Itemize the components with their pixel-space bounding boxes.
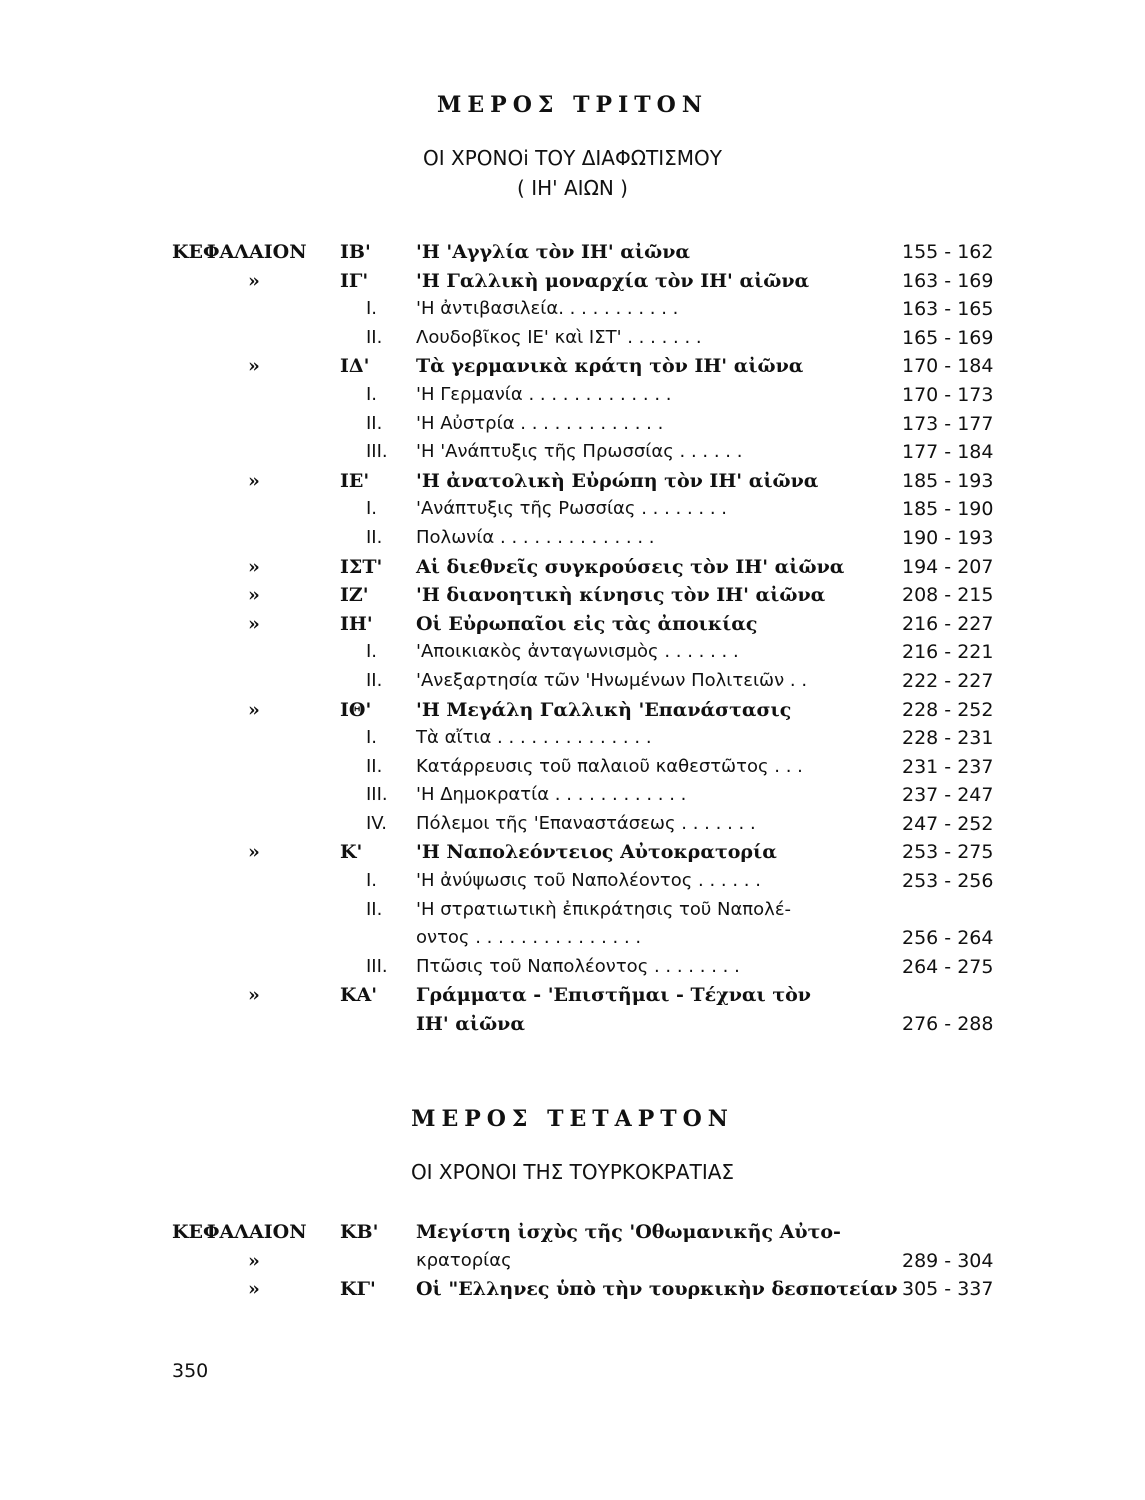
toc-entry-pages: 253 - 256 (902, 870, 994, 893)
toc-entry-title: 'Η στρατιωτικὴ ἐπικράτησις τοῦ Ναπολέ- (416, 898, 792, 920)
toc-entry-number: ΙΖ' (340, 584, 369, 607)
toc-entry-pages: 190 - 193 (902, 526, 994, 549)
toc-entry-label: » (248, 841, 260, 864)
toc-entry-pages: 170 - 184 (902, 355, 994, 378)
toc-entry-title: Κατάρρευσις τοῦ παλαιοῦ καθεστῶτος . . . (416, 755, 803, 777)
toc-entry-pages: 163 - 169 (902, 269, 994, 292)
part-four-title: ΜΕΡΟΣ ΤΕΤΑΡΤΟΝ (411, 1106, 734, 1132)
toc-entry-pages: 185 - 193 (902, 469, 994, 492)
toc-entry-pages: 208 - 215 (902, 584, 994, 607)
toc-entry-number: ΙΙ. (366, 526, 383, 548)
toc-entry (0, 610, 1145, 639)
toc-entry-number: ΙΙΙ. (366, 441, 388, 463)
toc-entry-pages: 231 - 237 (902, 755, 994, 778)
toc-entry-number: Ι. (366, 383, 378, 405)
toc-entry-title: ΙΗ' αἰῶνα (416, 1013, 525, 1036)
toc-entry-pages: 253 - 275 (902, 841, 994, 864)
toc-entry-pages: 170 - 173 (902, 383, 994, 406)
toc-entry (0, 524, 1145, 553)
toc-entry-number: ΙΙΙ. (366, 955, 388, 977)
toc-entry-title: Τὰ γερμανικὰ κράτη τὸν ΙΗ' αἰῶνα (416, 355, 804, 378)
toc-entry (0, 410, 1145, 439)
toc-entry-title: 'Η διανοητικὴ κίνησις τὸν ΙΗ' αἰῶνα (416, 584, 826, 607)
toc-entry-pages: 177 - 184 (902, 441, 994, 464)
toc-entry-title: 'Η Δημοκρατία . . . . . . . . . . . . (416, 784, 687, 806)
toc-entry-number: Ι. (366, 298, 378, 320)
toc-entry-label: » (248, 1278, 260, 1301)
toc-entry (0, 267, 1145, 296)
toc-entry-number: ΙΙ. (366, 669, 383, 691)
toc-entry (0, 581, 1145, 610)
part-four-contents (0, 1218, 1145, 1304)
toc-entry-title: 'Η ἀντιβασιλεία. . . . . . . . . . . (416, 298, 679, 320)
toc-entry (0, 295, 1145, 324)
toc-entry (0, 238, 1145, 267)
toc-entry-label: » (248, 355, 260, 378)
toc-entry (0, 1218, 1145, 1247)
toc-entry (0, 352, 1145, 381)
toc-entry-number: ΙΙ. (366, 326, 383, 348)
toc-entry-number: Ι. (366, 498, 378, 520)
toc-entry-pages: 185 - 190 (902, 498, 994, 521)
page-number: 350 (172, 1360, 209, 1382)
toc-entry-label: » (248, 269, 260, 292)
toc-entry-number: IV. (366, 812, 388, 834)
toc-entry (0, 381, 1145, 410)
toc-entry (0, 867, 1145, 896)
toc-entry (0, 638, 1145, 667)
toc-entry-pages: 237 - 247 (902, 784, 994, 807)
toc-entry (0, 924, 1145, 953)
toc-entry-number: Ι. (366, 727, 378, 749)
toc-entry-title: 'Η Γερμανία . . . . . . . . . . . . . (416, 383, 672, 405)
toc-entry-title: Οἱ Εὐρωπαῖοι εἰς τὰς ἀποικίας (416, 612, 758, 635)
toc-entry-title: κρατορίας (416, 1249, 512, 1271)
toc-entry-title: 'Η 'Αγγλία τὸν ΙΗ' αἰῶνα (416, 241, 691, 263)
part-four-subtitle: ΟΙ ΧΡΟΝΟΙ ΤΗΣ ΤΟΥΡΚΟΚΡΑΤΙΑΣ (410, 1160, 735, 1184)
toc-entry-pages: 216 - 227 (902, 612, 994, 635)
toc-entry-pages: 222 - 227 (902, 669, 994, 692)
toc-entry (0, 838, 1145, 867)
toc-entry-title: 'Αποικιακὸς ἀνταγωνισμὸς . . . . . . . (416, 641, 739, 663)
toc-entry (0, 324, 1145, 353)
toc-entry-title: 'Η Αὐστρία . . . . . . . . . . . . . (416, 412, 664, 434)
toc-entry-pages: 155 - 162 (902, 241, 994, 263)
toc-entry-pages: 264 - 275 (902, 955, 994, 978)
toc-entry-pages: 194 - 207 (902, 555, 994, 578)
toc-entry (0, 1010, 1145, 1039)
toc-entry (0, 667, 1145, 696)
toc-entry-label: » (248, 584, 260, 607)
toc-entry (0, 1247, 1145, 1276)
toc-entry (0, 553, 1145, 582)
toc-entry-pages: 216 - 221 (902, 641, 994, 664)
toc-entry-title: 'Η Μεγάλη Γαλλικὴ 'Επανάστασις (416, 698, 792, 721)
toc-entry (0, 495, 1145, 524)
toc-entry-pages: 289 - 304 (902, 1249, 994, 1272)
toc-entry-number: ΚΓ' (340, 1278, 376, 1301)
toc-entry-label: » (248, 698, 260, 721)
toc-entry-number: ΙΙΙ. (366, 784, 388, 806)
toc-entry-pages: 247 - 252 (902, 812, 994, 835)
toc-entry-label: ΚΕΦΑΛΑΙΟΝ (172, 241, 307, 263)
toc-entry (0, 1275, 1145, 1304)
toc-entry (0, 781, 1145, 810)
toc-entry-title: Πτῶσις τοῦ Ναπολέοντος . . . . . . . . (416, 955, 740, 977)
toc-entry-number: ΙΣΤ' (340, 555, 383, 578)
toc-entry-pages: 276 - 288 (902, 1013, 994, 1036)
toc-entry-number: ΙΕ' (340, 469, 370, 492)
toc-entry-title: Γράμματα - 'Επιστῆμαι - Τέχναι τὸν (416, 984, 811, 1007)
toc-entry-title: 'Η ἀνατολικὴ Εὐρώπη τὸν ΙΗ' αἰῶνα (416, 469, 819, 492)
toc-entry-title: Λουδοβῖκος ΙΕ' καὶ ΙΣΤ' . . . . . . . (416, 326, 702, 348)
toc-entry-title: 'Ανάπτυξις τῆς Ρωσσίας . . . . . . . . (416, 498, 728, 520)
toc-entry-number: Ι. (366, 641, 378, 663)
toc-entry-label: » (248, 1249, 260, 1272)
toc-entry-title: 'Η Ναπολεόντειος Αὐτοκρατορία (416, 841, 777, 864)
toc-entry-pages: 228 - 252 (902, 698, 994, 721)
toc-entry (0, 724, 1145, 753)
toc-entry (0, 753, 1145, 782)
toc-entry-label: » (248, 469, 260, 492)
toc-entry-number: ΙΙ. (366, 898, 383, 920)
part-three-title: ΜΕΡΟΣ ΤΡΙΤΟΝ (437, 92, 708, 118)
toc-entry-label: » (248, 612, 260, 635)
toc-entry (0, 438, 1145, 467)
toc-entry-pages: 228 - 231 (902, 727, 994, 750)
toc-entry (0, 981, 1145, 1010)
toc-entry-title: 'Η Γαλλικὴ μοναρχία τὸν ΙΗ' αἰῶνα (416, 269, 810, 292)
toc-entry-label: » (248, 555, 260, 578)
toc-entry-title: Πολωνία . . . . . . . . . . . . . . (416, 526, 655, 548)
toc-entry-pages: 256 - 264 (902, 927, 994, 950)
toc-entry-title: Τὰ αἴτια . . . . . . . . . . . . . . (416, 727, 652, 749)
toc-entry-title: Αἱ διεθνεῖς συγκρούσεις τὸν ΙΗ' αἰῶνα (416, 555, 845, 578)
toc-entry-number: ΙΘ' (340, 698, 372, 721)
toc-entry (0, 953, 1145, 982)
toc-entry-number: ΙΔ' (340, 355, 370, 378)
part-three-contents (0, 238, 1145, 1039)
toc-entry-title: 'Η 'Ανάπτυξις τῆς Πρωσσίας . . . . . . (416, 441, 743, 463)
toc-entry-number: ΙΙ. (366, 755, 383, 777)
toc-entry (0, 696, 1145, 725)
toc-entry-pages: 163 - 165 (902, 298, 994, 321)
toc-entry-number: ΙΙ. (366, 412, 383, 434)
toc-entry-title: Πόλεμοι τῆς 'Επαναστάσεως . . . . . . . (416, 812, 756, 834)
toc-entry-pages: 305 - 337 (902, 1278, 994, 1301)
toc-entry-pages: 165 - 169 (902, 326, 994, 349)
toc-entry (0, 896, 1145, 925)
toc-entry-number: ΚΑ' (340, 984, 378, 1007)
toc-entry-label: ΚΕΦΑΛΑΙΟΝ (172, 1221, 307, 1243)
toc-entry-number: ΙΗ' (340, 612, 373, 635)
toc-entry-number: Ι. (366, 870, 378, 892)
toc-entry-number: Κ' (340, 841, 363, 864)
part-three-era: ( ΙΗ' ΑΙΩΝ ) (517, 176, 628, 200)
toc-entry-label: » (248, 984, 260, 1007)
toc-entry-number: ΚΒ' (340, 1221, 379, 1243)
toc-entry-number: ΙΓ' (340, 269, 369, 292)
toc-entry-number: ΙΒ' (340, 241, 371, 263)
toc-entry-title: οντος . . . . . . . . . . . . . . . (416, 927, 642, 949)
toc-entry-pages: 173 - 177 (902, 412, 994, 435)
toc-entry (0, 810, 1145, 839)
part-three-subtitle: ΟΙ ΧΡΟΝΟi ΤΟΥ ΔΙΑΦΩΤΙΣΜΟΥ (423, 146, 722, 170)
toc-entry-title: 'Ανεξαρτησία τῶν 'Ηνωμένων Πολιτειῶν . . (416, 669, 808, 691)
toc-entry-title: 'Η ἀνύψωσις τοῦ Ναπολέοντος . . . . . . (416, 870, 761, 892)
toc-entry (0, 467, 1145, 496)
toc-entry-title: Μεγίστη ἰσχὺς τῆς 'Οθωμανικῆς Αὐτο- (416, 1221, 841, 1243)
toc-entry-title: Οἱ "Ελληνες ὑπὸ τὴν τουρκικὴν δεσποτείαν (416, 1278, 898, 1301)
